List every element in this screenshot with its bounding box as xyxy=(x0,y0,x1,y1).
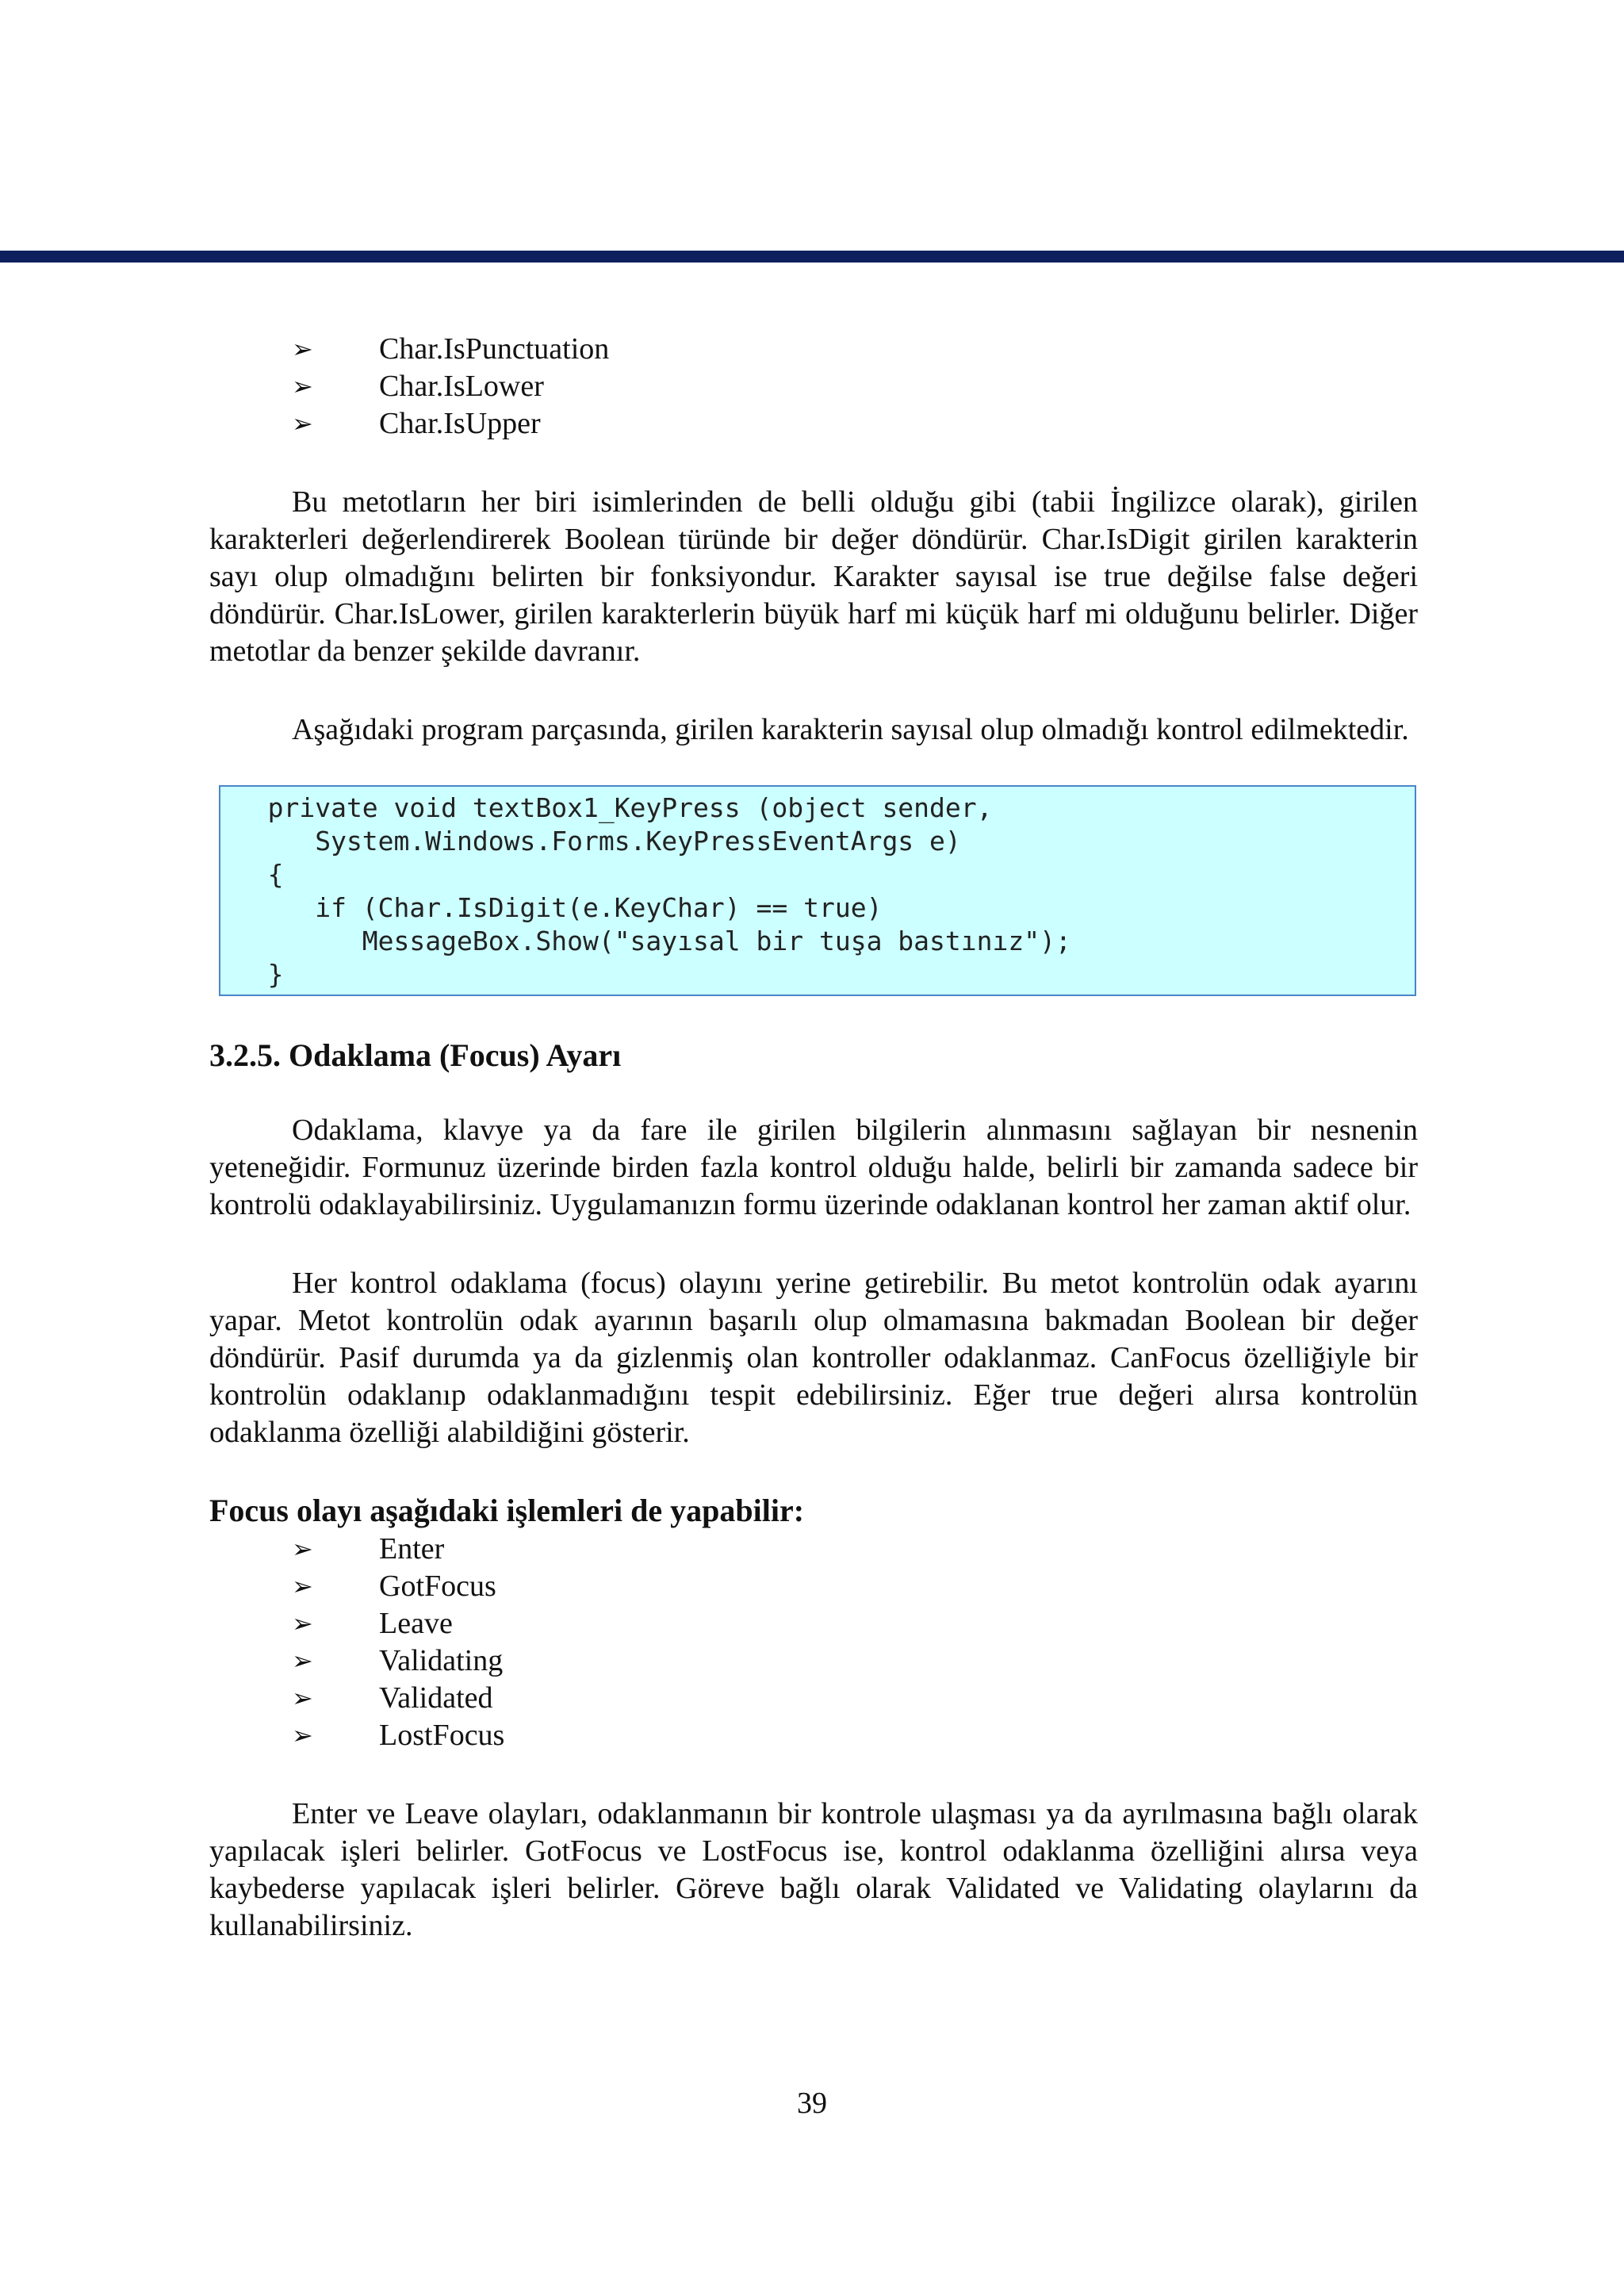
list-item xyxy=(209,1568,1418,1605)
paragraph-focus-events: Enter ve Leave olayları, odaklanmanın bir kontrole ulaşması ya da ayrılmasına bağlı olarak yapılacak işleri belirler. GotFocus ve LostFocus ise, kontrol odaklanma özelliğini alırsa veya kaybederse yapılacak işleri belirler. Göreve bağlı olarak Validated ve Validating olaylarını da kullanabilirsiniz. xyxy=(209,1797,1418,1942)
code-block xyxy=(219,785,1416,996)
arrow-bullet-icon: ➢ xyxy=(292,334,313,364)
code-line: } xyxy=(220,959,284,990)
list-item-label: LostFocus xyxy=(379,1719,505,1752)
char-method-list xyxy=(209,331,1418,443)
arrow-bullet-icon: ➢ xyxy=(292,408,313,439)
focus-event-list xyxy=(209,1531,1418,1754)
list-item-label: Char.IsLower xyxy=(379,370,544,403)
code-line: { xyxy=(220,859,284,890)
header-band xyxy=(0,251,1624,263)
page-content xyxy=(209,331,1418,1945)
paragraph-code-intro: Aşağıdaki program parçasında, girilen karakterin sayısal olup olmadığı kontrol edilmektedir. xyxy=(292,713,1409,746)
list-item xyxy=(209,1680,1418,1717)
list-item-label: Validated xyxy=(379,1681,493,1715)
paragraph-focus-definition: Odaklama, klavye ya da fare ile girilen bilgilerin alınmasını sağlayan bir nesnenin yeteneğidir. Formunuz üzerinde birden fazla kontrol olduğu halde, belirli bir zamanda sadece bir kontrolü odaklayabilirsiniz. Uygulamanızın formu üzerinde odaklanan kontrol her zaman aktif olur. xyxy=(209,1113,1418,1221)
code-line: private void textBox1_KeyPress (object sender, xyxy=(220,792,993,823)
section-title: 3.2.5. Odaklama (Focus) Ayarı xyxy=(209,1037,622,1073)
arrow-bullet-icon: ➢ xyxy=(292,371,313,401)
list-item-label: GotFocus xyxy=(379,1570,496,1603)
list-item-label: Validating xyxy=(379,1644,504,1677)
arrow-bullet-icon: ➢ xyxy=(292,1608,313,1639)
list-item-label: Leave xyxy=(379,1607,453,1640)
list-item xyxy=(209,331,1418,368)
arrow-bullet-icon: ➢ xyxy=(292,1720,313,1750)
list-item xyxy=(209,1531,1418,1568)
paragraph-focus-behavior: Her kontrol odaklama (focus) olayını yerine getirebilir. Bu metot kontrolün odak ayarını yapar. Metot kontrolün odak ayarının başarılı olup olmamasına bakmadan Boolean bir değer döndürür. Pasif durumda ya da gizlenmiş olan kontroller odaklanmaz. CanFocus özelliğiyle bir kontrolün odaklanıp odaklanmadığını tespit edebilirsiniz. Eğer true değeri alırsa kontrolün odaklanma özelliği alabildiğini gösterir. xyxy=(209,1267,1418,1449)
list-item xyxy=(209,368,1418,405)
code-line: MessageBox.Show("sayısal bir tuşa bastınız"); xyxy=(220,926,1071,956)
code-line: if (Char.IsDigit(e.KeyChar) == true) xyxy=(220,892,883,923)
paragraph-methods-description: Bu metotların her biri isimlerinden de belli olduğu gibi (tabii İngilizce olarak), girilen karakterleri değerlendirerek Boolean türünde bir değer döndürür. Char.IsDigit girilen karakterin sayı olup olmadığını belirten bir fonksiyondur. Karakter sayısal ise true değilse false değeri döndürür. Char.IsLower, girilen karakterlerin büyük harf mi küçük harf mi olduğunu belirler. Diğer metotlar da benzer şekilde davranır. xyxy=(209,485,1418,668)
list-item-label: Enter xyxy=(379,1532,445,1566)
code-line: System.Windows.Forms.KeyPressEventArgs e) xyxy=(220,826,961,857)
list-item xyxy=(209,1717,1418,1754)
arrow-bullet-icon: ➢ xyxy=(292,1646,313,1676)
arrow-bullet-icon: ➢ xyxy=(292,1683,313,1713)
page-number: 39 xyxy=(797,2087,827,2120)
list-item xyxy=(209,1605,1418,1642)
list-item-label: Char.IsUpper xyxy=(379,407,541,440)
list-item xyxy=(209,1642,1418,1680)
arrow-bullet-icon: ➢ xyxy=(292,1571,313,1601)
list-item xyxy=(209,405,1418,443)
focus-events-heading: Focus olayı aşağıdaki işlemleri de yapabilir: xyxy=(209,1493,805,1528)
list-item-label: Char.IsPunctuation xyxy=(379,332,610,366)
arrow-bullet-icon: ➢ xyxy=(292,1534,313,1564)
